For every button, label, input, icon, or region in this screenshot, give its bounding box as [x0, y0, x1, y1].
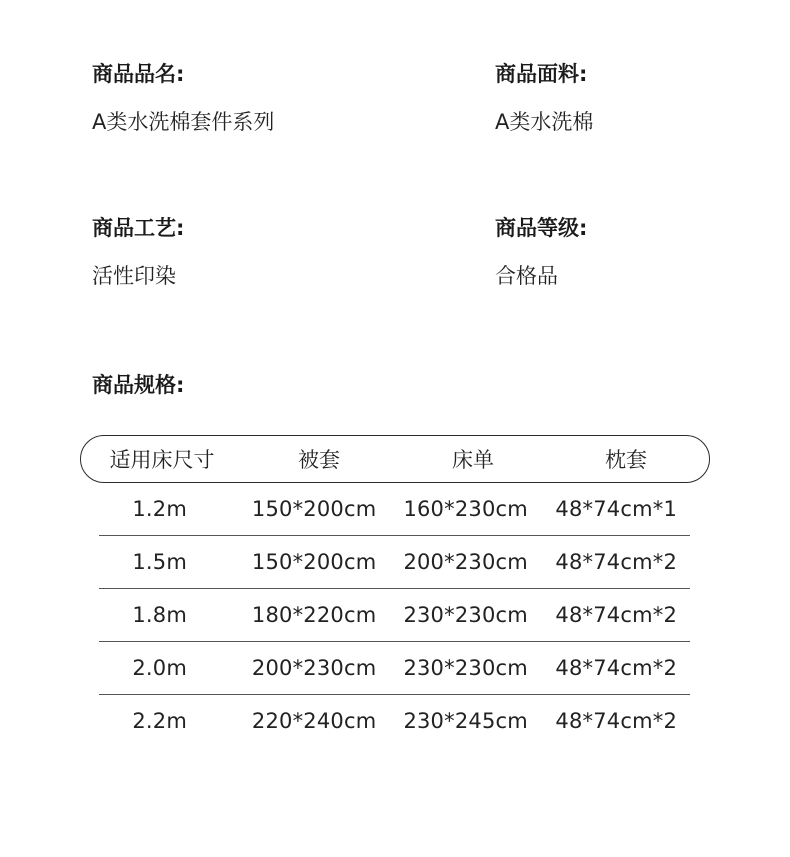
- header-bed-sheet: 床单: [452, 448, 494, 472]
- product-grade-value: 合格品: [495, 264, 558, 288]
- product-spec-block: [92, 372, 392, 398]
- cell-bed-size: 2.2m: [132, 709, 188, 733]
- product-craft-block: [92, 215, 392, 289]
- product-fabric-value: A类水洗棉: [495, 110, 594, 134]
- cell-bed-sheet: 230*230cm: [403, 603, 528, 627]
- cell-duvet-cover: 220*240cm: [251, 709, 377, 733]
- spec-table: [80, 435, 710, 747]
- cell-bed-sheet: 230*230cm: [403, 656, 528, 680]
- product-name-value: A类水洗棉套件系列: [92, 110, 275, 134]
- table-row: [80, 642, 690, 694]
- cell-bed-sheet: 230*245cm: [403, 709, 528, 733]
- cell-pillowcase: 48*74cm*1: [555, 497, 678, 521]
- cell-duvet-cover: 180*220cm: [251, 603, 377, 627]
- product-spec-label: 商品规格:: [92, 373, 185, 397]
- cell-bed-size: 1.2m: [132, 497, 188, 521]
- cell-pillowcase: 48*74cm*2: [555, 603, 678, 627]
- product-name-block: [92, 61, 392, 135]
- table-row: [80, 536, 690, 588]
- header-pillowcase: 枕套: [605, 448, 647, 472]
- product-grade-label: 商品等级:: [495, 216, 588, 240]
- cell-duvet-cover: 150*200cm: [251, 497, 377, 521]
- product-craft-label: 商品工艺:: [92, 216, 185, 240]
- product-fabric-label: 商品面料:: [495, 62, 588, 86]
- cell-pillowcase: 48*74cm*2: [555, 709, 678, 733]
- product-name-label: 商品品名:: [92, 62, 185, 86]
- product-fabric-block: [495, 61, 790, 135]
- table-row: [80, 483, 690, 535]
- cell-bed-sheet: 160*230cm: [403, 497, 528, 521]
- table-row: [80, 589, 690, 641]
- header-duvet-cover: 被套: [298, 448, 340, 472]
- cell-bed-size: 1.5m: [132, 550, 188, 574]
- cell-bed-size: 2.0m: [132, 656, 188, 680]
- cell-duvet-cover: 200*230cm: [251, 656, 377, 680]
- product-grade-block: [495, 215, 790, 289]
- product-craft-value: 活性印染: [92, 264, 176, 288]
- table-row: [80, 695, 690, 747]
- spec-table-body: [99, 483, 690, 747]
- cell-pillowcase: 48*74cm*2: [555, 550, 678, 574]
- header-bed-size: 适用床尺寸: [109, 448, 215, 472]
- cell-bed-sheet: 200*230cm: [403, 550, 528, 574]
- cell-pillowcase: 48*74cm*2: [555, 656, 678, 680]
- cell-duvet-cover: 150*200cm: [251, 550, 377, 574]
- cell-bed-size: 1.8m: [132, 603, 188, 627]
- spec-table-header: [80, 435, 710, 483]
